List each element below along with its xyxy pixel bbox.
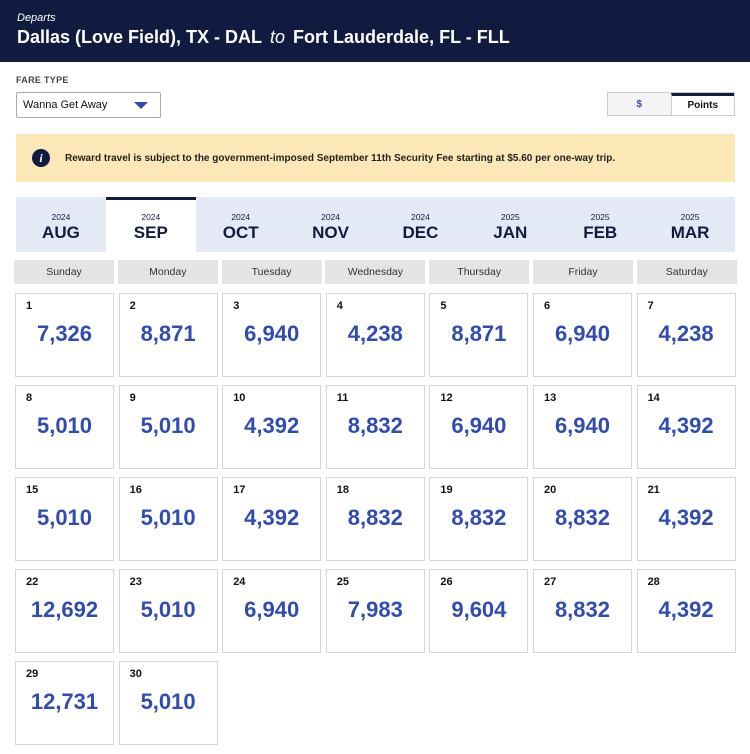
calendar-day-cell[interactable] xyxy=(119,293,218,377)
calendar-day-cell[interactable] xyxy=(326,569,425,653)
calendar-day-cell[interactable] xyxy=(15,293,114,377)
calendar-day-cell[interactable] xyxy=(15,569,114,653)
calendar-day-cell[interactable] xyxy=(637,569,736,653)
month-tab-label: FEB xyxy=(583,223,618,242)
day-number: 25 xyxy=(336,576,350,588)
calendar-day-cell[interactable] xyxy=(637,477,736,561)
month-tab-label: SEP xyxy=(133,223,168,242)
weekday-header-row xyxy=(14,260,737,284)
calendar-day-cell[interactable] xyxy=(15,385,114,469)
fare-points-price: 12,692 xyxy=(30,597,99,622)
fare-points-price: 4,392 xyxy=(658,597,714,622)
month-tab-year: 2025 xyxy=(590,212,610,222)
calendar-day-cell[interactable] xyxy=(429,293,528,377)
day-number: 18 xyxy=(336,484,350,496)
fare-points-price: 8,832 xyxy=(554,597,610,622)
fare-points-price: 4,392 xyxy=(658,413,714,438)
day-number: 20 xyxy=(543,484,557,496)
fare-points-price: 8,832 xyxy=(554,505,610,530)
month-tab-label: OCT xyxy=(222,223,259,242)
route-to-word: to xyxy=(270,27,286,47)
day-number: 28 xyxy=(647,576,660,588)
calendar-day-cell[interactable] xyxy=(119,661,218,745)
fare-points-price: 6,940 xyxy=(554,321,610,346)
departs-label: Departs xyxy=(17,12,56,24)
tab-month-nov[interactable] xyxy=(286,197,376,252)
month-tab-year: 2024 xyxy=(141,212,161,222)
day-number: 17 xyxy=(233,484,246,496)
tab-month-feb[interactable] xyxy=(555,197,645,252)
fare-points-price: 8,832 xyxy=(347,413,403,438)
day-number: 19 xyxy=(440,484,453,496)
calendar-day-cell[interactable] xyxy=(119,477,218,561)
weekday-header-tuesday: Tuesday xyxy=(222,260,322,284)
calendar-day-cell[interactable] xyxy=(533,385,632,469)
fare-points-price: 5,010 xyxy=(140,413,196,438)
day-number: 3 xyxy=(233,300,240,312)
fare-calendar-grid xyxy=(15,293,736,745)
calendar-day-cell[interactable] xyxy=(429,477,528,561)
day-number: 29 xyxy=(26,668,39,680)
fare-points-price: 5,010 xyxy=(140,505,196,530)
route-title xyxy=(17,27,733,48)
day-number: 21 xyxy=(647,484,660,496)
fare-points-price: 4,238 xyxy=(658,321,714,346)
day-number: 7 xyxy=(647,300,654,312)
month-tab-year: 2024 xyxy=(410,212,430,222)
chevron-down-icon xyxy=(134,102,148,109)
fare-points-price: 5,010 xyxy=(140,597,196,622)
month-tab-year: 2024 xyxy=(51,212,71,222)
fare-points-price: 4,238 xyxy=(347,321,403,346)
day-number: 26 xyxy=(440,576,453,588)
day-number: 1 xyxy=(26,300,33,312)
points-toggle-button[interactable]: Points xyxy=(671,93,735,115)
fare-points-price: 5,010 xyxy=(36,413,93,438)
fare-points-price: 8,832 xyxy=(347,505,403,530)
calendar-day-cell[interactable] xyxy=(222,569,321,653)
day-number: 15 xyxy=(26,484,39,496)
fare-points-price: 8,832 xyxy=(451,505,507,530)
tab-month-sep[interactable] xyxy=(106,197,196,252)
day-number: 16 xyxy=(129,484,142,496)
fare-type-label: FARE TYPE xyxy=(16,75,69,85)
origin-airport: Dallas (Love Field), TX - DAL xyxy=(17,27,263,47)
month-tab-year: 2025 xyxy=(500,212,520,222)
day-number: 10 xyxy=(233,392,246,404)
fare-points-price: 9,604 xyxy=(451,597,507,622)
currency-toggle xyxy=(607,92,735,116)
day-number: 14 xyxy=(647,392,660,404)
month-tab-year: 2024 xyxy=(321,212,341,222)
fare-points-price: 12,731 xyxy=(30,689,99,714)
month-tab-label: MAR xyxy=(670,223,710,242)
weekday-header-monday: Monday xyxy=(118,260,218,284)
calendar-day-cell[interactable] xyxy=(637,293,736,377)
tab-month-oct[interactable] xyxy=(196,197,286,252)
calendar-day-cell[interactable] xyxy=(533,293,632,377)
route-header xyxy=(0,0,750,62)
month-tabs xyxy=(16,197,735,252)
month-tab-label: NOV xyxy=(312,223,349,242)
calendar-day-cell[interactable] xyxy=(326,477,425,561)
tab-month-aug[interactable] xyxy=(16,197,106,252)
day-number: 5 xyxy=(440,300,447,312)
month-tab-label: JAN xyxy=(493,223,528,242)
calendar-day-cell[interactable] xyxy=(533,569,632,653)
day-number: 9 xyxy=(129,392,136,404)
day-number: 2 xyxy=(129,300,136,312)
dollar-toggle-button[interactable]: $ xyxy=(608,93,671,115)
day-number: 11 xyxy=(336,392,349,404)
calendar-day-cell[interactable] xyxy=(222,385,321,469)
day-number: 22 xyxy=(26,576,39,588)
calendar-day-cell[interactable] xyxy=(222,293,321,377)
calendar-day-cell[interactable] xyxy=(429,385,528,469)
fare-points-price: 4,392 xyxy=(244,505,300,530)
month-tab-year: 2024 xyxy=(231,212,251,222)
weekday-header-friday: Friday xyxy=(533,260,633,284)
fare-points-price: 7,326 xyxy=(36,321,93,346)
day-number: 12 xyxy=(440,392,453,404)
day-number: 27 xyxy=(543,576,557,588)
weekday-header-thursday: Thursday xyxy=(429,260,529,284)
month-tab-label: DEC xyxy=(402,223,439,242)
calendar-day-cell[interactable] xyxy=(222,477,321,561)
fare-points-price: 6,940 xyxy=(451,413,507,438)
fare-type-selected: Wanna Get Away xyxy=(23,99,108,111)
tab-month-mar[interactable] xyxy=(645,197,735,252)
weekday-header-sunday: Sunday xyxy=(14,260,114,284)
fare-points-price: 5,010 xyxy=(140,689,196,714)
day-number: 13 xyxy=(543,392,557,404)
fare-points-price: 6,940 xyxy=(244,597,300,622)
weekday-header-saturday: Saturday xyxy=(637,260,737,284)
calendar-day-cell[interactable] xyxy=(15,477,114,561)
fare-type-dropdown[interactable] xyxy=(16,92,161,118)
weekday-header-wednesday: Wednesday xyxy=(325,260,425,284)
tab-month-dec[interactable] xyxy=(376,197,466,252)
destination-airport: Fort Lauderdale, FL - FLL xyxy=(293,27,510,47)
fare-points-price: 7,983 xyxy=(347,597,403,622)
fare-points-price: 8,871 xyxy=(451,321,507,346)
fare-points-price: 8,871 xyxy=(140,321,196,346)
month-tab-label: AUG xyxy=(42,223,80,242)
fare-points-price: 6,940 xyxy=(244,321,300,346)
day-number: 30 xyxy=(129,668,142,680)
day-number: 8 xyxy=(26,392,33,404)
day-number: 4 xyxy=(336,300,343,312)
fare-points-price: 5,010 xyxy=(36,505,93,530)
calendar-day-cell[interactable] xyxy=(15,661,114,745)
calendar-day-cell[interactable] xyxy=(119,385,218,469)
calendar-day-cell[interactable] xyxy=(637,385,736,469)
calendar-day-cell[interactable] xyxy=(326,385,425,469)
calendar-day-cell[interactable] xyxy=(326,293,425,377)
tab-month-jan[interactable] xyxy=(465,197,555,252)
fare-points-price: 4,392 xyxy=(658,505,714,530)
calendar-day-cell[interactable] xyxy=(429,569,528,653)
day-number: 6 xyxy=(543,300,551,312)
calendar-day-cell[interactable] xyxy=(119,569,218,653)
fare-points-price: 4,392 xyxy=(244,413,300,438)
info-icon: i xyxy=(32,149,50,167)
day-number: 24 xyxy=(233,576,246,588)
day-number: 23 xyxy=(129,576,142,588)
calendar-day-cell[interactable] xyxy=(533,477,632,561)
security-fee-notice xyxy=(16,134,735,182)
fare-points-price: 6,940 xyxy=(554,413,610,438)
notice-text: Reward travel is subject to the government-imposed September 11th Security Fee starting at $5.60 per one-way trip. xyxy=(65,152,616,164)
month-tab-year: 2025 xyxy=(680,212,700,222)
